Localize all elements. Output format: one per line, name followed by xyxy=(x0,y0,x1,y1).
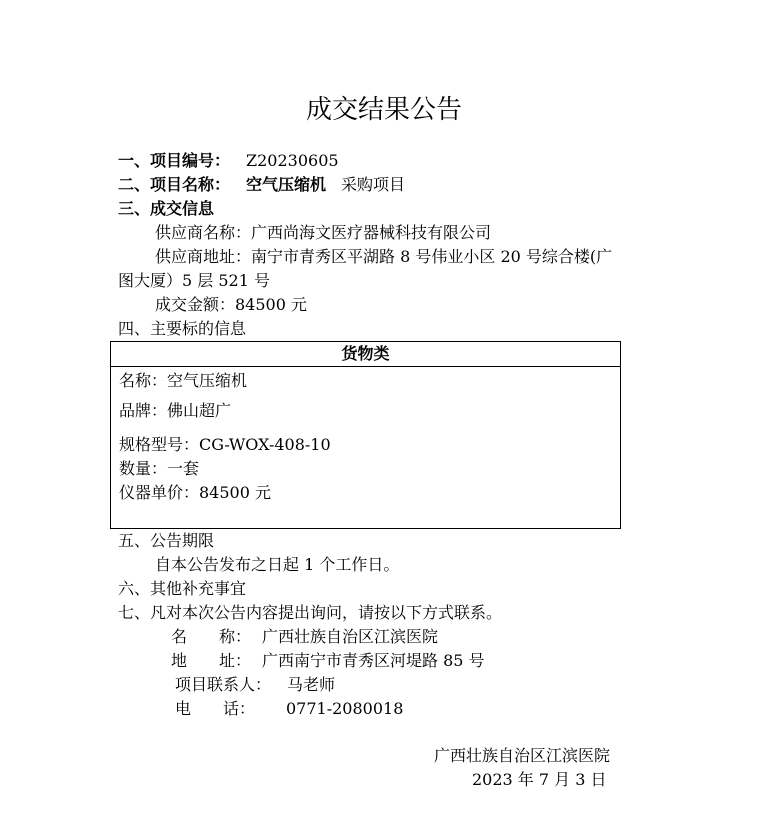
contact-phone-label: 电 话： xyxy=(175,699,256,718)
contact-name-value: 广西壮族自治区江滨医院 xyxy=(262,627,439,646)
goods-name: 名称：空气压缩机 xyxy=(119,371,248,390)
goods-table xyxy=(110,341,621,529)
project-name-rest: 采购项目 xyxy=(341,175,406,194)
contact-address-label: 地 址： xyxy=(171,651,252,670)
item4-label: 四、主要标的信息 xyxy=(118,319,247,338)
goods-table-header: 货物类 xyxy=(111,342,620,367)
signature-date: 2023 年 7 月 3 日 xyxy=(472,770,607,789)
project-number: Z20230605 xyxy=(246,151,339,170)
contact-name-label: 名 称： xyxy=(171,627,252,646)
goods-quantity: 数量：一套 xyxy=(119,459,200,478)
goods-model: 规格型号：CG-WOX-408-10 xyxy=(119,435,331,454)
contact-person-label: 项目联系人： xyxy=(175,675,272,694)
signature-org: 广西壮族自治区江滨医院 xyxy=(434,746,611,765)
contact-phone-value: 0771-2080018 xyxy=(286,699,404,718)
item2-label: 二、项目名称： xyxy=(118,175,231,194)
item5-text: 自本公告发布之日起 1 个工作日。 xyxy=(155,555,400,574)
item5-label: 五、公告期限 xyxy=(118,531,215,550)
contact-address-value: 广西南宁市青秀区河堤路 85 号 xyxy=(262,651,485,670)
goods-brand: 品牌：佛山超广 xyxy=(119,401,232,420)
supplier-address-line1: 供应商地址：南宁市青秀区平湖路 8 号伟业小区 20 号综合楼(广 xyxy=(155,247,613,266)
item7-label: 七、凡对本次公告内容提出询问，请按以下方式联系。 xyxy=(118,603,503,622)
item3-label: 三、成交信息 xyxy=(118,199,215,218)
item6-label: 六、其他补充事宜 xyxy=(118,579,247,598)
supplier-address-line2: 图大厦）5 层 521 号 xyxy=(118,271,270,290)
deal-amount: 成交金额：84500 元 xyxy=(155,295,307,314)
goods-unit-price: 仪器单价：84500 元 xyxy=(119,483,271,502)
page-title: 成交结果公告 xyxy=(305,95,462,125)
project-name-bold: 空气压缩机 xyxy=(246,175,327,194)
item1-label: 一、项目编号： xyxy=(118,151,231,170)
supplier-name: 供应商名称：广西尚海文医疗器械科技有限公司 xyxy=(155,223,492,242)
contact-person-value: 马老师 xyxy=(287,675,336,694)
